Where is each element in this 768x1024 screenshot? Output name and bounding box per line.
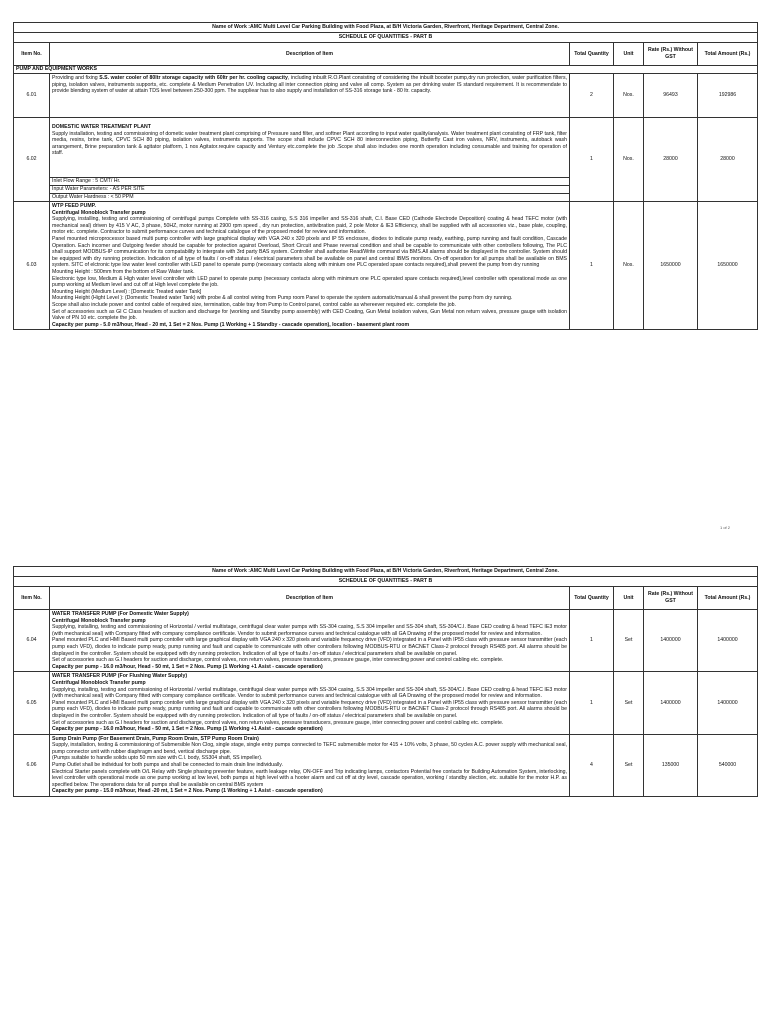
- item-amount: 1650000: [698, 202, 758, 330]
- desc-text: Providing and fixing: [52, 75, 100, 81]
- desc-subheading: Centrifugal Monoblock Transfer pump: [52, 617, 146, 624]
- table-row: [14, 734, 758, 796]
- desc-subheading: Centrifugal Monoblock Transfer pump: [52, 679, 146, 686]
- desc-capacity: Capacity per pump - 15.0 m3/hour, Head -20 mt, 1 Set = 2 Nos. Pump (1 Working + 1 Asist - cascade operation): [52, 788, 323, 795]
- section-heading: PUMP AND EQUIPMENT WORKS: [14, 66, 758, 74]
- desc-heading: WATER TRANSFER PUMP (For Domestic Water Supply): [52, 611, 189, 617]
- table-row: [14, 672, 758, 734]
- work-title: Name of Work :AMC Multi Level Car Parking Building with Food Plaza, at B/H Victoria Garden, Riverfront, Heritage Department, Central Zone.: [14, 23, 758, 33]
- header-amount: Total Amount (Rs.): [698, 43, 758, 66]
- work-title: Name of Work :AMC Multi Level Car Parking Building with Food Plaza, at B/H Victoria Garden, Riverfront, Heritage Department, Central Zone.: [14, 567, 758, 577]
- item-unit: Nos.: [614, 118, 644, 202]
- desc-capacity: Capacity per pump - 5.0 m3/hour, Head - 20 mt, 1 Set = 2 Nos. Pump (1 Working + 1 Standby - cascade operation), location - basement plant room: [52, 321, 410, 328]
- item-no: 6.03: [14, 202, 50, 330]
- desc-text: Panel mounted microprocessor based multi pump controller with large graphical display with VGA 240 x 320 pixels and IP 55 enclosure, diodes to indicate pump ready, earthing, pump running and fault condition, Cascade Operation. Each incomer and Outgoing feeder should be capable for protection against Overload, Short Circuit and Phase reversal condition and shall be capable to communicate with other controllers following, The PLC shall support MODBUS-IP communication for its compatability to intergrate with 3rd party BAS system. Controller shall authorise Read/Write command via BMS.All alarms should be displayed in the controller. System should be equipped with dry running protection. Indication of all type of faults / on-off status / electrical parameters shall be available on panel and central IBMS monitors. On-off operation for all pumps shall be available on BMS system. SITC of elctronic type low water level controller with LED panel to operate pump (necessary contacts along with minium one PLC operated spare contacts required),shall prevent the pump from dry running: [52, 235, 567, 269]
- desc-text: Supplying, installing, testing and commissioning of Horizontal / vertial multistage, centrifugal clear water pumps with SS-304 casing, S.S 304 impeller and SS-304 shaft, SS-304/C.I. Base CED coating & head TEFC IE3 motor (with mechanical seal) with Company fitted with company compliance certificate. Vendor to submit performance curves and technical catalogue with all GA Drawing of the proposed model for review and information.: [52, 624, 567, 637]
- desc-text: Supplying, installing, testing and commissioning of Horizontal / vertial multistage, centrifugal clear water pumps with SS-304 casing, S.S 304 impeller and SS-304 shaft, SS-304/C.I. Base CED coating & head TEFC IE3 motor (with mechanical seal) with Company fitted with company compliance certificate. Vendor to submit performance curves and technical catalogue with all GA Drawing of the proposed model for review and information.: [52, 686, 567, 700]
- table-row: [14, 118, 758, 178]
- schedule-subtitle: SCHEDULE OF QUANTITIES - PART B: [14, 33, 758, 43]
- desc-text: Mounting Height (Medium Level) : [Domestic Treated water Tank]: [52, 288, 202, 295]
- header-item-no: Item No.: [14, 43, 50, 66]
- item-description: [50, 74, 570, 118]
- schedule-page-1: [13, 22, 757, 330]
- page-number: 1 of 2: [720, 525, 731, 530]
- item-amount: 1400000: [698, 610, 758, 672]
- desc-text: Panel mounted PLC and HMI Based multi pump contoller with large graphical display with VGA 240 x 320 pixels and variable frequency drive (VFD) integrated in a Panel with IP55 class with pressure sensor transmitter (each pump each VFD), diodes to indicate pump ready, pump running and fault and capable to communicate with other controllers following MODBUS-RTU or BACNET Class-2 protocol through RS485 port. All alarms should be displayed in the controller. System should be equipped with dry running protection. Indication of all type of faults / on-off status / electrical parameters shall be available on panel.: [52, 637, 567, 657]
- desc-text: Electronic type low, Medium & High water level controller with LED panel to operate pump (necessary contacts along with minimum one PLC operated spare contacts required),level controller with operational mode as one pump working at Medium level and cut off at High level complete the job.: [52, 275, 567, 289]
- item-rate: 96493: [644, 74, 698, 118]
- desc-bold: S.S. water cooler of 80ltr storage capacity with 60ltr per hr. cooling capacity: [99, 75, 288, 81]
- item-qty: 1: [570, 202, 614, 330]
- item-no: 6.01: [14, 74, 50, 118]
- item-qty: 1: [570, 118, 614, 202]
- schedule-table-2: [13, 566, 758, 797]
- item-unit: Set: [614, 734, 644, 796]
- item-description: [50, 118, 570, 178]
- item-qty: 1: [570, 610, 614, 672]
- desc-text: Set of accessories such as G.I headers for suction and discharge, control valves, non return valves, pressure transducers, pressure gauge, inter connecting power and control cabling etc. complete.: [52, 657, 504, 664]
- desc-text: , including inbuilt R.O.Plant consisting of considering the inbuilt booster pump,dry run protection, water purification filters, piping, isolation valves, instruments supports, etc. complete & Medium Penetration UV. Including all inter connection piping and valve all comp. System as per drinking water IS standard requirement. It is recommendate to provide blending system of water at attain TDS level between 250-300 ppm. The suppliear has to also supply and installation of SS-316 storage tank - 80 ltr. capacity.: [52, 75, 567, 95]
- desc-heading: Sump Drain Pump (For Basement Drain, Pump Room Drain, STP Pump Room Drain): [52, 735, 259, 742]
- desc-capacity: Capacity per pump - 16.0 m3/hour, Head - 50 mt, 1 Set = 2 Nos. Pump (1 Working +1 Asist - cascade operation): [52, 726, 323, 733]
- desc-text: Electrical Starter panels complete with O/L Relay with Single phasing preventer feature, earth leakage relay, ON-OFF and Trip indicating lamps, contactors Potential free contacts for Building Automation System, interlocking, level controller with operational mode as one pump working at low level, both pumps at high level with a hooter alarm and cut off at dry level, cascade operation, working / standby slection, etc. suitable for the motor H.P. as specified below. The operations data for all pumps shall be available on central BMS system: [52, 768, 567, 788]
- header-amount: Total Amount (Rs.): [698, 587, 758, 610]
- item-amount: 1400000: [698, 672, 758, 734]
- desc-text: Scope shall also include power and control cable of required size, termination, cable tray from Pump to Control panel, control cable as whereever required etc. complete the job.: [52, 301, 456, 308]
- item-unit: Nos.: [614, 74, 644, 118]
- param-line: Input Water Parameters: - AS PER SITE: [50, 186, 570, 194]
- item-no: 6.05: [14, 672, 50, 734]
- desc-heading: WTP FEED PUMP.: [52, 203, 96, 209]
- table-row: [14, 74, 758, 118]
- desc-text: Supply, installation, testing & commissioning of Submersible Non Clog, single stage, single entry pumps connected to TEFC submersible motor for 415 + 10% volts, 3 phase, 50 cycles A.C. power supply with mechanical seal, pump connector unit with rubber diaphragm and bend, vertical discharge pipe.: [52, 742, 567, 755]
- item-qty: 1: [570, 672, 614, 734]
- desc-capacity: Capacity per pump - 16.0 m3/hour, Head - 50 mt, 1 Set = 2 Nos. Pump (1 Working +1 Asist - cascade operation): [52, 663, 323, 670]
- schedule-page-2: [13, 566, 757, 797]
- header-description: Description of Item: [50, 587, 570, 610]
- param-line: Inlet Flow Range : 5 CMT/ Hr.: [50, 178, 570, 186]
- item-description: [50, 202, 570, 330]
- schedule-table-1: [13, 22, 758, 330]
- header-rate: Rate (Rs.) Without GST: [644, 587, 698, 610]
- desc-subheading: Centrifugal Monoblock Transfer pump: [52, 209, 146, 216]
- desc-text: Set of accessories such as GI C Class headers of suction and discharge for (working and Standby pump assembly) with CED Coating, Gun Metal isolation valves, Gun Metal non return valves, pressure gauge with isolation Valve of PN 10 etc. complete the job.: [52, 308, 567, 322]
- desc-text: Mounting Height : 500mm from the bottom of Raw Water tank.: [52, 268, 195, 275]
- param-line: Output Water Hardness : < 50 PPM: [50, 194, 570, 202]
- item-rate: 28000: [644, 118, 698, 202]
- header-quantity: Total Quantity: [570, 43, 614, 66]
- item-amount: 540000: [698, 734, 758, 796]
- header-rate: Rate (Rs.) Without GST: [644, 43, 698, 66]
- header-description: Description of Item: [50, 43, 570, 66]
- schedule-subtitle: SCHEDULE OF QUANTITIES - PART B: [14, 577, 758, 587]
- item-unit: Set: [614, 610, 644, 672]
- header-row: [14, 43, 758, 66]
- item-amount: 28000: [698, 118, 758, 202]
- item-no: 6.02: [14, 118, 50, 202]
- header-row: [14, 587, 758, 610]
- item-unit: Set: [614, 672, 644, 734]
- desc-text: Supply installation, testing and commissioning of dometic water treatment plant comprising of Pressure sand filter, and softner Plant according to input water quality/analysis. Water treatment plant consisting of FRP tank, filter media, resins, brine tank, CPVC SCH 80 piping, isolation valves, instruments supports. The scope shall include CPVC SCH 80 interconnection piping, Butterfly Cast iron valves, NRV, instruments, autoback wash arrangement, Brine preparation tank & agitator platform, 1 nos Agitator.require capacity and Ventury etc.complete the job .Scope shall also includes one month operation including consumable and training for operation of staff.: [52, 130, 567, 157]
- table-row: [14, 202, 758, 330]
- desc-heading: DOMESTIC WATER TREATMENT PLANT: [52, 124, 151, 130]
- item-no: 6.06: [14, 734, 50, 796]
- item-no: 6.04: [14, 610, 50, 672]
- header-quantity: Total Quantity: [570, 587, 614, 610]
- item-rate: 1650000: [644, 202, 698, 330]
- item-amount: 192986: [698, 74, 758, 118]
- item-description: [50, 672, 570, 734]
- item-rate: 1400000: [644, 610, 698, 672]
- item-rate: 1400000: [644, 672, 698, 734]
- item-description: [50, 610, 570, 672]
- desc-text: Supplying, installing, testing and commissioning of centrifugal pumps Complete with SS-316 casing, S.S 316 impeller and SS-316 shaft, C.I. Base CED (Cathode Electrode Deposition) coating & head TEFC motor (with mechanical seal) driven by 415 V AC, 3 phase, 50HZ, motor running at 2900 rpm speed , dry run protection, antivibration paid, 2 pole Motor & IE3 Efficiency, shall be supplied with all accessories viz., base plate, coupling, motor etc. complete. Contractor to submit performance curves and technical catalogue of the proposed model for review and information.: [52, 216, 567, 236]
- item-unit: Nos.: [614, 202, 644, 330]
- desc-text: Panel mounted PLC and HMI Based multi pump contoller with large graphical display with VGA 240 x 320 pixels and variable frequency drive (VFD) integrated in a Panel with IP55 class with pressure sensor transmitter (each pump each VFD), diodes to indicate pump ready, pump running and fault and capable to communicate with other controllers following MODBUS-RTU or BACNET Class-2 protocol through RS485 port. All alarms should be displayed in the controller. System should be equipped with dry running protection. Indication of all type of faults / on-off status / electrical parameters shall be available on panel.: [52, 699, 567, 719]
- item-rate: 135000: [644, 734, 698, 796]
- header-unit: Unit: [614, 43, 644, 66]
- header-item-no: Item No.: [14, 587, 50, 610]
- header-unit: Unit: [614, 587, 644, 610]
- item-qty: 4: [570, 734, 614, 796]
- desc-text: Set of accessories such as G.I headers for suction and discharge, control valves, non return valves, pressure transducers, pressure gauge, inter connecting power and control cabling etc. complete.: [52, 719, 504, 726]
- desc-text: Pump Outlet shall be individual for both pumps and shall be connected to main drain line individually.: [52, 762, 283, 769]
- item-description: [50, 734, 570, 796]
- item-qty: 2: [570, 74, 614, 118]
- table-row: [14, 610, 758, 672]
- desc-text: Mounting Height (Hight Level ): (Domestic Treated water Tank) with probe & all control wiring from Pump room Panel to operate the system automatic/manual & shall prevent the pump from dry running.: [52, 295, 513, 302]
- desc-heading: WATER TRANSFER PUMP (For Flushing Water Supply): [52, 673, 188, 680]
- desc-text: (Pumps suitable to handle solids upto 50 mm size with C.I. body, SS304 shaft, SS impeller).: [52, 755, 263, 762]
